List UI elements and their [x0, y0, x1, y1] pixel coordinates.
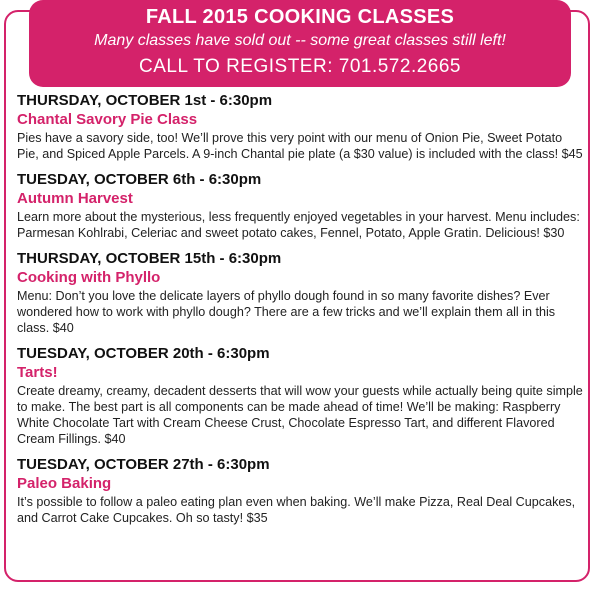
class-name: Paleo Baking — [17, 475, 112, 492]
class-date: THURSDAY, OCTOBER 15th - 6:30pm — [17, 250, 282, 267]
class-item — [17, 171, 583, 241]
class-name: Tarts! — [17, 364, 58, 381]
banner-subtitle: Many classes have sold out -- some great classes still left! — [94, 32, 506, 49]
class-description: It’s possible to follow a paleo eating plan even when baking. We’ll make Pizza, Real Deal Cupcakes, and Carrot Cake Cupcakes. Oh so tasty! $35 — [17, 495, 576, 525]
class-item — [17, 250, 583, 336]
register-phone: CALL TO REGISTER: 701.572.2665 — [139, 56, 461, 77]
class-description: Pies have a savory side, too! We’ll prove this very point with our menu of Onion Pie, Sweet Potato Pie, and Spiced Apple Parcels. A 9-inch Chantal pie plate (a $30 value) is included with the class! $45 — [17, 131, 583, 161]
class-item — [17, 456, 583, 526]
class-list — [17, 92, 583, 535]
class-date: TUESDAY, OCTOBER 6th - 6:30pm — [17, 171, 262, 188]
class-date: TUESDAY, OCTOBER 27th - 6:30pm — [17, 456, 270, 473]
class-item — [17, 92, 583, 162]
banner-title: FALL 2015 COOKING CLASSES — [145, 6, 455, 28]
class-name: Cooking with Phyllo — [17, 269, 161, 286]
class-description: Menu: Don’t you love the delicate layers of phyllo dough found in so many favorite dishes? Ever wondered how to work with phyllo dough? There are a few tricks and we’ll explain them all in this class. $40 — [17, 289, 556, 335]
header-banner — [29, 0, 571, 87]
class-name: Autumn Harvest — [17, 190, 133, 207]
class-name: Chantal Savory Pie Class — [17, 111, 198, 128]
class-description: Create dreamy, creamy, decadent desserts that will wow your guests while actually being quite simple to make. The best part is all components can be made ahead of time! We’ll be making: Raspberry White Chocolate Tart with Cream Cheese Crust, Chocolate Espresso Tart, and different Flavored Cream Fillings. $40 — [17, 384, 583, 446]
class-date: THURSDAY, OCTOBER 1st - 6:30pm — [17, 92, 273, 109]
class-description: Learn more about the mysterious, less frequently enjoyed vegetables in your harvest. Menu includes: Parmesan Kohlrabi, Celeriac and sweet potato cakes, Fennel, Potato, Apple Gratin. Delicious! $30 — [17, 210, 580, 240]
class-item — [17, 345, 583, 447]
class-date: TUESDAY, OCTOBER 20th - 6:30pm — [17, 345, 270, 362]
